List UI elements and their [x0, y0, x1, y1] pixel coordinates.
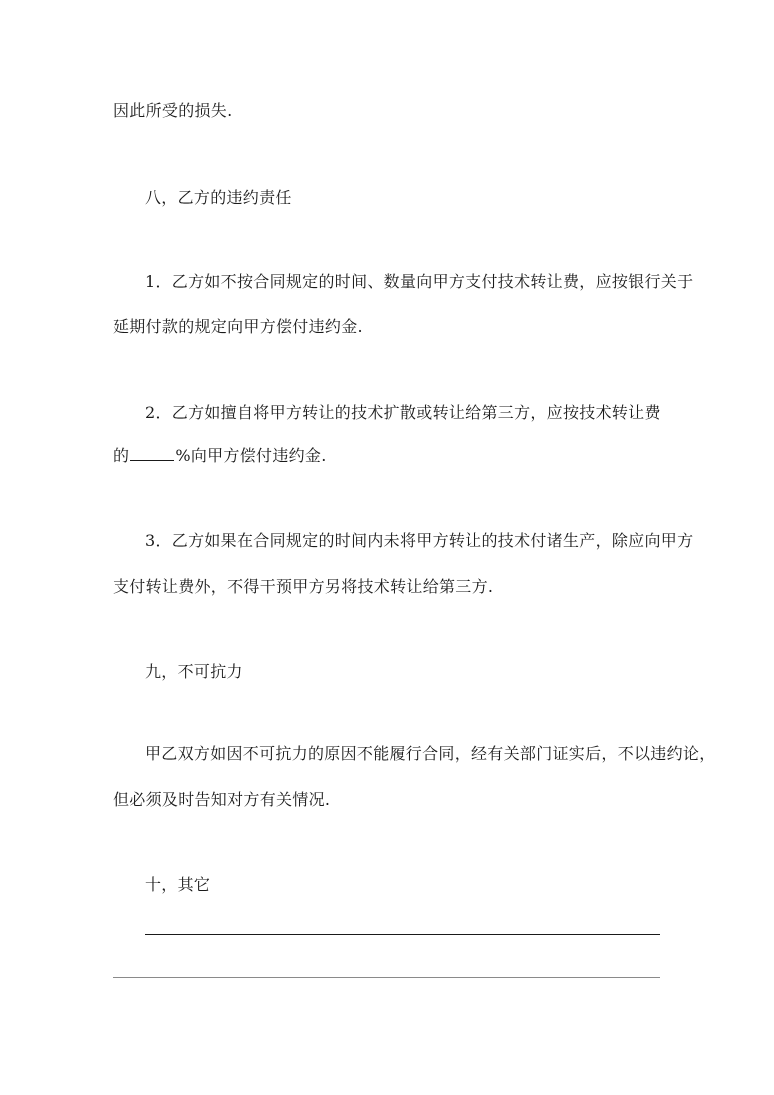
clause-1-line-1: 1．乙方如不按合同规定的时间、数量向甲方支付技术转让费，应按银行关于	[145, 272, 694, 291]
section-heading-9: 九，不可抗力	[145, 662, 243, 681]
force-majeure-line-1: 甲乙双方如因不可抗力的原因不能履行合同，经有关部门证实后，不以违约论，	[145, 744, 716, 763]
fill-in-blank	[130, 446, 174, 461]
clause-3-line-2: 支付转让费外，不得干预甲方另将技术转让给第三方.	[113, 577, 494, 596]
clause-3-line-1: 3．乙方如果在合同规定的时间内未将甲方转让的技术付诸生产，除应向甲方	[145, 531, 694, 550]
clause-1-line-2: 延期付款的规定向甲方偿付违约金.	[113, 317, 363, 336]
clause-2-line-1: 2．乙方如擅自将甲方转让的技术扩散或转让给第三方，应按技术转让费	[145, 403, 661, 422]
page-divider	[113, 977, 660, 978]
force-majeure-line-2: 但必须及时告知对方有关情况.	[113, 790, 331, 809]
paragraph-line: 因此所受的损失.	[113, 101, 233, 120]
section-heading-8: 八，乙方的违约责任	[145, 188, 292, 207]
clause-2-prefix: 的	[113, 446, 130, 465]
section-heading-10: 十，其它	[145, 875, 211, 894]
fill-in-line	[145, 934, 660, 935]
clause-2-line-2	[113, 446, 327, 466]
clause-2-suffix: %向甲方偿付违约金.	[175, 446, 327, 465]
